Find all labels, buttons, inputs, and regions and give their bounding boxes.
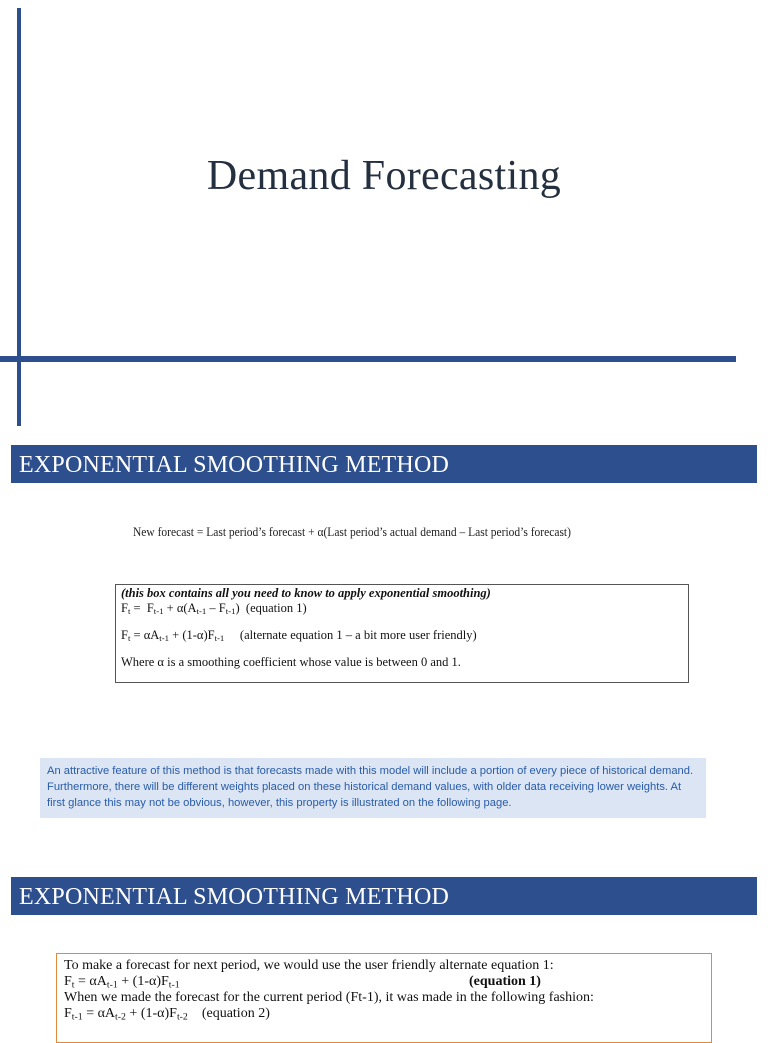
alpha-definition: Where α is a smoothing coefficient whose value is between 0 and 1. [121,655,461,669]
equation-1-alternate: $F_t = \alpha A_{t-1} + (1-\alpha)F_{t-1}$ (alternate equation 1 – a bit more user friendly) [121,628,477,644]
equation-1-label: (equation 1) [245,601,307,615]
section-header-2: EXPONENTIAL SMOOTHING METHOD [11,877,757,915]
equation-box [115,584,689,683]
derivation-equation-1-label: (equation 1) [469,974,541,989]
derivation-equation-1: $F_t = \alpha A_{t-1} + (1-\alpha)F_{t-1}$ [64,974,180,991]
horizontal-accent-bar [0,356,736,362]
derivation-line-3-prefix: When we made the forecast for the current period (F [64,990,359,1005]
derivation-line-3-suffix: ), it was made in the following fashion: [373,990,594,1005]
equation-1-alternate-label: (alternate equation 1 – a bit more user friendly) [239,628,477,642]
derivation-box [56,953,712,1043]
derivation-line-1: To make a forecast for next period, we would use the user friendly alternate equation 1: [64,958,554,973]
forecast-formula: New forecast = Last period’s forecast + α(Last period’s actual demand – Last period’s forecast) [133,525,571,539]
highlight-paragraph: An attractive feature of this method is that forecasts made with this model will include a portion of every piece of historical demand. Furthermore, there will be different weights placed on these historical demand values, with older data receiving lower weights. At first glance this may not be obvious, however, this property is illustrated on the following page. [40,758,706,818]
section-header-1: EXPONENTIAL SMOOTHING METHOD [11,445,757,483]
slide-title: Demand Forecasting [206,153,562,199]
box-note: (this box contains all you need to know to apply exponential smoothing) [121,586,491,600]
derivation-equation-2: $F_{t-1} = \alpha A_{t-2} + (1-\alpha)F_{t-2}$ (equation 2) [64,1006,270,1023]
equation-1: $F_t = F_{t-1} + \alpha(A_{t-1} - F_{t-1})$ (equation 1) [121,601,307,617]
vertical-accent-bar [17,8,21,426]
derivation-equation-2-label: (equation 2) [201,1006,270,1021]
derivation-line-3: When we made the forecast for the current period (Ft-1), it was made in the following fashion: [64,990,594,1005]
